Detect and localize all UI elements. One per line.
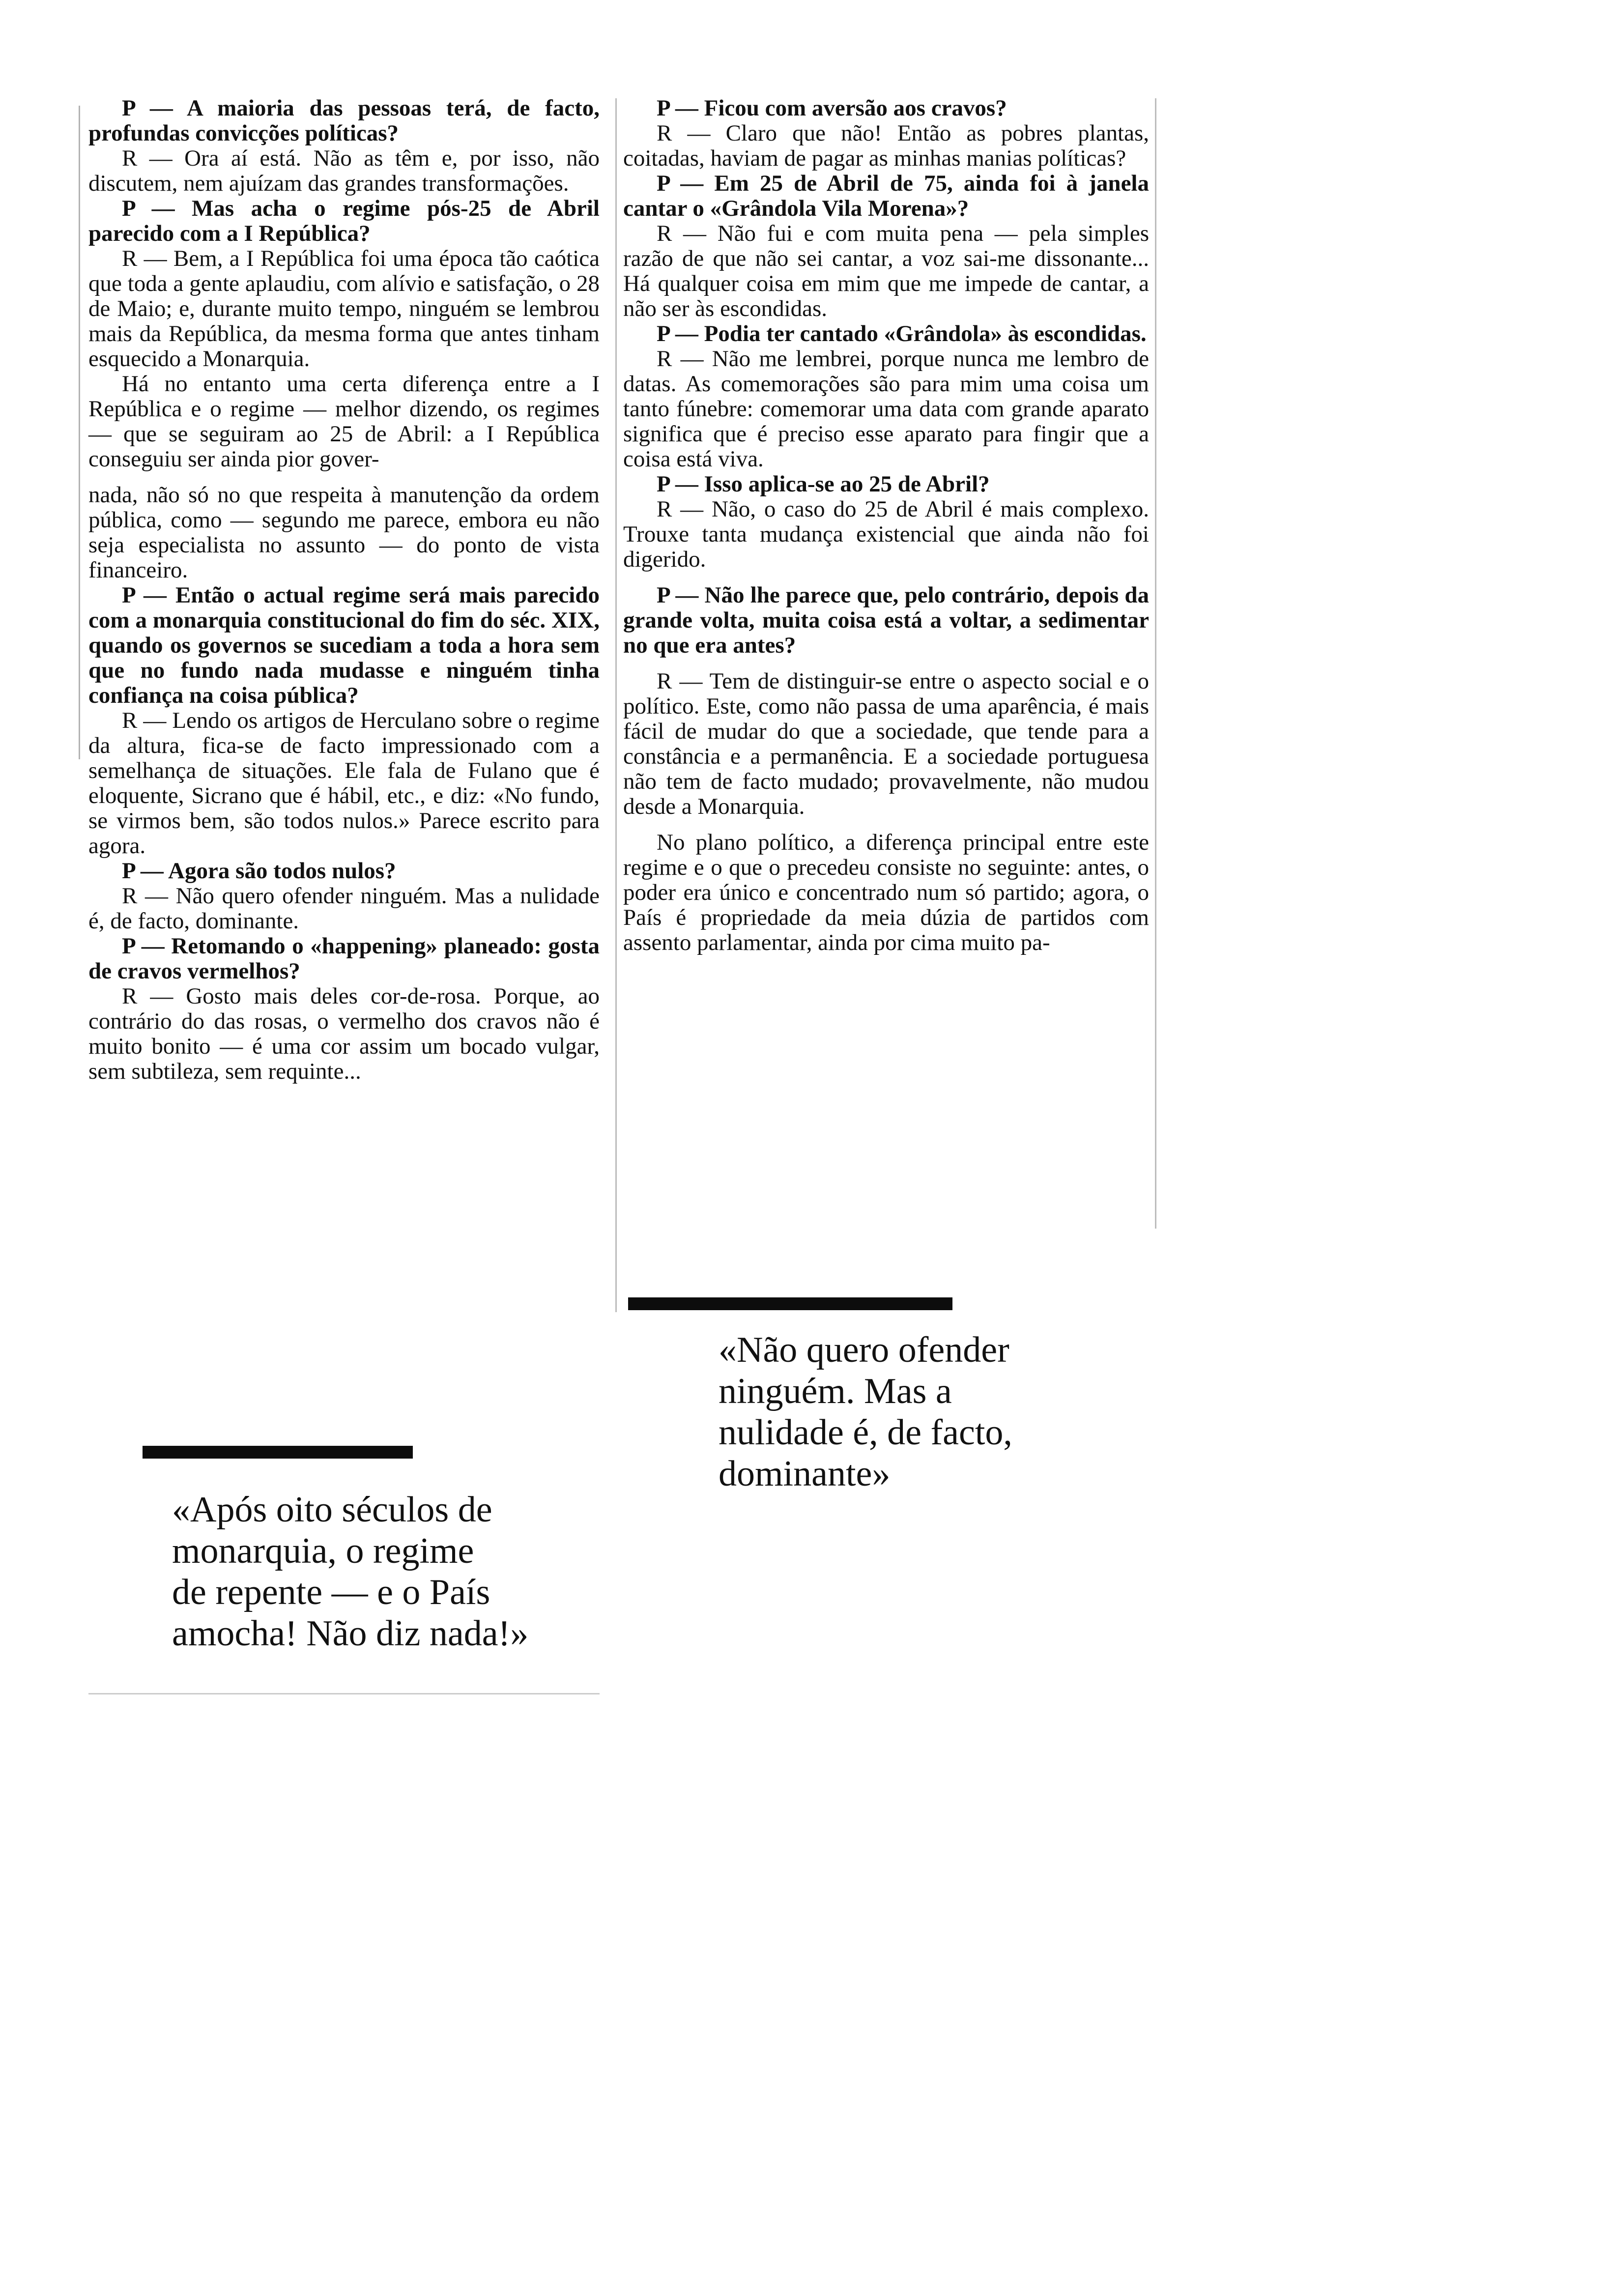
question: P — Retomando o «happening» planeado: gosta de cravos vermelhos? (88, 933, 600, 984)
separator-bar (628, 1297, 952, 1310)
pull-quote-line: ninguém. Mas a (719, 1371, 952, 1411)
pull-quote-line: nulidade é, de facto, (719, 1412, 1012, 1453)
column-divider-line (615, 98, 617, 1312)
pull-quote-line: «Não quero ofender (719, 1330, 1009, 1370)
answer: R — Ora aí está. Não as têm e, por isso, não discutem, nem ajuízam das grandes transformações. (88, 145, 600, 196)
question: P — Mas acha o regime pós-25 de Abril parecido com a I República? (88, 196, 600, 246)
answer-continued: nada, não só no que respeita à manutenção da ordem pública, como — segundo me parece, embora eu não seja especialista no assunto — do ponto de vista financeiro. (88, 482, 600, 583)
answer: R — Não quero ofender ninguém. Mas a nulidade é, de facto, dominante. (88, 883, 600, 934)
answer: R — Claro que não! Então as pobres plantas, coitadas, haviam de pagar as minhas manias políticas? (623, 120, 1149, 171)
pull-quote-left (172, 1489, 528, 1654)
article-column-left (88, 96, 600, 1084)
pull-quote-line: dominante» (719, 1454, 891, 1494)
answer: R — Não me lembrei, porque nunca me lembro de datas. As comemorações são para mim uma coisa um tanto fúnebre: comemorar uma data com grande aparato significa que é preciso esse aparato para fingir que a coisa está viva. (623, 346, 1149, 472)
answer: R — Não, o caso do 25 de Abril é mais complexo. Trouxe tanta mudança existencial que ainda não foi digerido. (623, 496, 1149, 572)
pull-quote-right (719, 1329, 1012, 1494)
question: P — Não lhe parece que, pelo contrário, depois da grande volta, muita coisa está a voltar, a sedimentar no que era antes? (623, 582, 1149, 658)
answer: R — Bem, a I República foi uma época tão caótica que toda a gente aplaudiu, com alívio e satisfação, o 28 de Maio; e, durante muito tempo, ninguém se lembrou mais da República, da mesma forma que antes tinham esquecido a Monarquia. (88, 246, 600, 372)
column-edge-line (1155, 98, 1156, 1229)
question: P — Isso aplica-se ao 25 de Abril? (657, 471, 990, 497)
answer: Há no entanto uma certa diferença entre a I República e o regime — melhor dizendo, os regimes — que se seguiram ao 25 de Abril: a I República conseguiu ser ainda pior gover- (88, 371, 600, 472)
question: P — Em 25 de Abril de 75, ainda foi à janela cantar o «Grândola Vila Morena»? (623, 171, 1149, 221)
answer: No plano político, a diferença principal entre este regime e o que o precedeu consiste no seguinte: antes, o poder era único e concentrado num só partido; agora, o País é propriedade da meia dúzia de partidos com assento parlamentar, ainda por cima muito pa- (623, 830, 1149, 955)
article-column-right (623, 96, 1149, 955)
question: P — Então o actual regime será mais parecido com a monarquia constitucional do fim do séc. XIX, quando os governos se sucediam a toda a hora sem que no fundo nada mudasse e ninguém tinha confiança na coisa pública? (88, 582, 600, 708)
answer: R — Não fui e com muita pena — pela simples razão de que não sei cantar, a voz sai-me dissonante... Há qualquer coisa em mim que me impede de cantar, a não ser às escondidas. (623, 221, 1149, 321)
bottom-rule (88, 1693, 600, 1694)
pull-quote-line: «Após oito séculos de (172, 1490, 492, 1530)
column-edge-line (79, 106, 80, 759)
question: P — Agora são todos nulos? (122, 858, 396, 884)
question: P — Ficou com aversão aos cravos? (657, 95, 1007, 121)
pull-quote-line: de repente — e o País (172, 1572, 490, 1612)
answer: R — Lendo os artigos de Herculano sobre o regime da altura, fica-se de facto impressionado com a semelhança de situações. Ele fala de Fulano que é eloquente, Sicrano que é hábil, etc., e diz: «No fundo, se virmos bem, são todos nulos.» Parece escrito para agora. (88, 708, 600, 859)
pull-quote-line: amocha! Não diz nada!» (172, 1613, 529, 1654)
pull-quote-line: monarquia, o regime (172, 1531, 474, 1571)
separator-bar (143, 1446, 413, 1459)
question: P — A maioria das pessoas terá, de facto, profundas convicções políticas? (88, 95, 600, 146)
answer: R — Gosto mais deles cor-de-rosa. Porque, ao contrário do das rosas, o vermelho dos cravos não é muito bonito — é uma cor assim um bocado vulgar, sem subtileza, sem requinte... (88, 983, 600, 1084)
question: P — Podia ter cantado «Grândola» às escondidas. (657, 321, 1147, 346)
answer: R — Tem de distinguir-se entre o aspecto social e o político. Este, como não passa de uma aparência, é mais fácil de mudar do que a sociedade, que tende para a constância e a permanência. E a sociedade portuguesa não tem de facto mudado; provavelmente, não mudou desde a Monarquia. (623, 668, 1149, 819)
